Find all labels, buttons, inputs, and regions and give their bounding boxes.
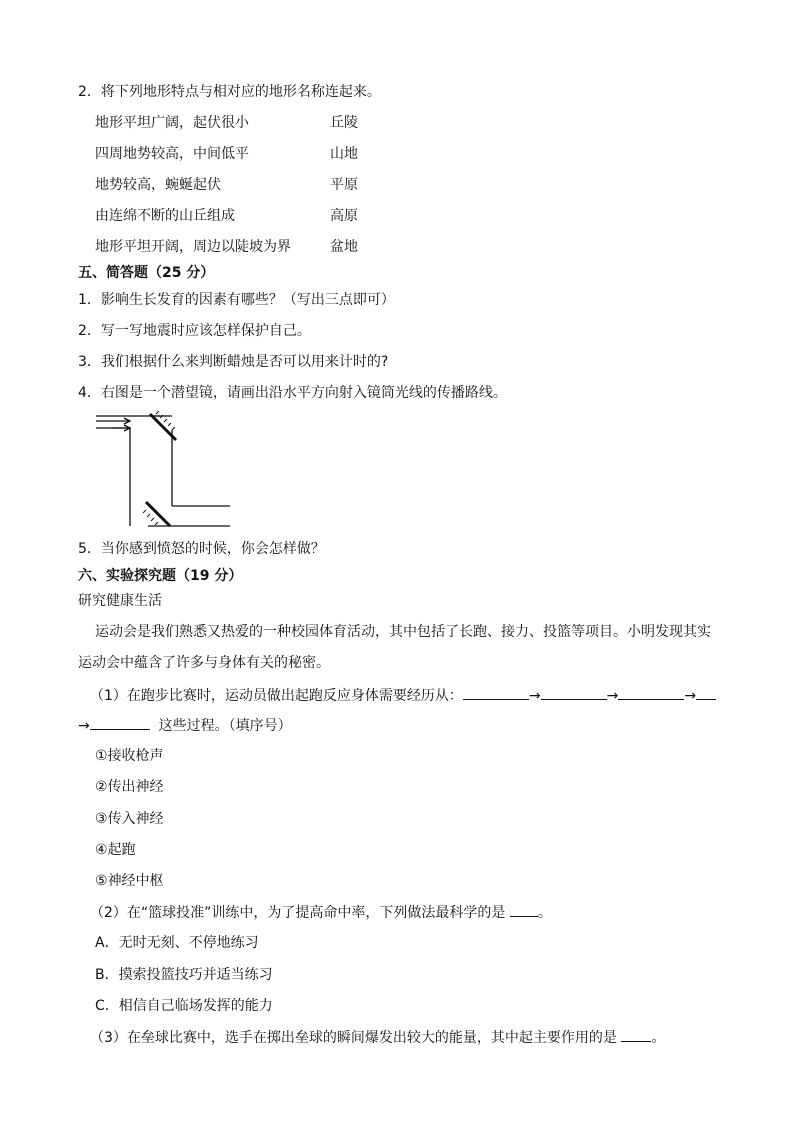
q1-answer-blank-1[interactable] — [463, 685, 529, 700]
option-3 — [95, 809, 164, 829]
q2-feature-3: 地势较高，蜿蜒起伏 — [95, 177, 221, 193]
q1-answer-blank-2[interactable] — [541, 685, 607, 700]
option-3-number: ③ — [95, 811, 108, 827]
q2-feature-2: 四周地势较高，中间低平 — [95, 146, 249, 162]
arrow-4: → — [78, 718, 90, 734]
option-4-text: 起跑 — [107, 842, 136, 858]
sec6-q2-end: 。 — [537, 905, 552, 921]
arrow-1: → — [528, 688, 541, 704]
q2-feature-5: 地形平坦开阔，周边以陡坡为界 — [95, 239, 291, 255]
sec6-q2-text: （2）在“篮球投准”训练中，为了提高命中率，下列做法最科学的是 — [90, 905, 506, 921]
q1-answer-blank-5[interactable] — [90, 715, 150, 730]
sec6-topic: 研究健康生活 — [78, 593, 162, 609]
section-5-heading: 五、简答题（25 分） — [78, 265, 215, 281]
sec6-q1-line1 — [90, 685, 716, 706]
q2-choice-a: A．无时无刻、不停地练习 — [95, 935, 259, 951]
q3-answer-blank[interactable] — [621, 1027, 651, 1042]
sec5-question-1: 1．影响生长发育的因素有哪些？（写出三点即可） — [78, 292, 395, 308]
bottom-mirror — [143, 502, 170, 526]
sec6-q3-text: （3）在垒球比赛中，选手在掷出垒球的瞬间爆发出较大的能量，其中起主要作用的是 — [90, 1030, 617, 1046]
sec5-question-3: 3．我们根据什么来判断蜡烛是否可以用来计时的? — [78, 354, 389, 370]
periscope-diagram — [90, 408, 240, 533]
q1-answer-blank-3[interactable] — [618, 685, 684, 700]
option-5-text: 神经中枢 — [107, 873, 164, 889]
sec6-q2 — [90, 902, 552, 923]
option-5 — [95, 871, 164, 891]
sec6-q1-end: 这些过程。（填序号） — [158, 718, 292, 734]
option-4-number: ④ — [95, 842, 108, 858]
section-6-heading: 六、实验探究题（19 分） — [78, 568, 243, 584]
q2-choice-b: B．摸索投篮技巧并适当练习 — [95, 967, 273, 983]
sec6-q1-line2 — [78, 715, 292, 736]
option-2 — [95, 777, 164, 797]
sec6-q3 — [90, 1027, 665, 1048]
option-3-text: 传入神经 — [107, 811, 164, 827]
option-1 — [95, 746, 164, 766]
sec6-paragraph-line2: 运动会中蕴含了许多与身体有关的秘密。 — [78, 655, 330, 671]
q2-landform-2: 山地 — [330, 146, 358, 162]
q2-feature-1: 地形平坦广阔，起伏很小 — [95, 115, 249, 131]
option-2-text: 传出神经 — [107, 779, 164, 795]
sec6-q1-text: （1）在跑步比赛时，运动员做出起跑反应身体需要经历从： — [90, 688, 463, 704]
sec5-question-2: 2．写一写地震时应该怎样保护自己。 — [78, 323, 311, 339]
option-1-number: ① — [95, 748, 108, 764]
arrow-2: → — [606, 688, 619, 704]
q2-answer-blank[interactable] — [510, 902, 538, 917]
option-2-number: ② — [95, 779, 108, 795]
sec5-question-5: 5．当你感到愤怒的时候，你会怎样做？ — [78, 541, 325, 557]
q2-landform-3: 平原 — [330, 177, 358, 193]
q2-feature-4: 由连绵不断的山丘组成 — [95, 208, 235, 224]
q1-answer-blank-4[interactable] — [696, 685, 716, 700]
sec5-question-4: 4．右图是一个潜望镜，请画出沿水平方向射入镜筒光线的传播路线。 — [78, 385, 507, 401]
option-1-text: 接收枪声 — [107, 748, 164, 764]
q2-landform-5: 盆地 — [330, 239, 358, 255]
sec6-q3-end: 。 — [651, 1030, 666, 1046]
option-5-number: ⑤ — [95, 873, 108, 889]
q2-landform-4: 高原 — [330, 208, 358, 224]
arrow-3: → — [684, 688, 697, 704]
q2-landform-1: 丘陵 — [330, 115, 358, 131]
option-4 — [95, 840, 136, 860]
q2-title: 2．将下列地形特点与相对应的地形名称连起来。 — [78, 84, 381, 100]
q2-choice-c: C．相信自己临场发挥的能力 — [95, 998, 273, 1014]
sec6-paragraph-line1: 运动会是我们熟悉又热爱的一种校园体育活动，其中包括了长跑、接力、投篮等项目。小明发现其实 — [95, 624, 711, 640]
